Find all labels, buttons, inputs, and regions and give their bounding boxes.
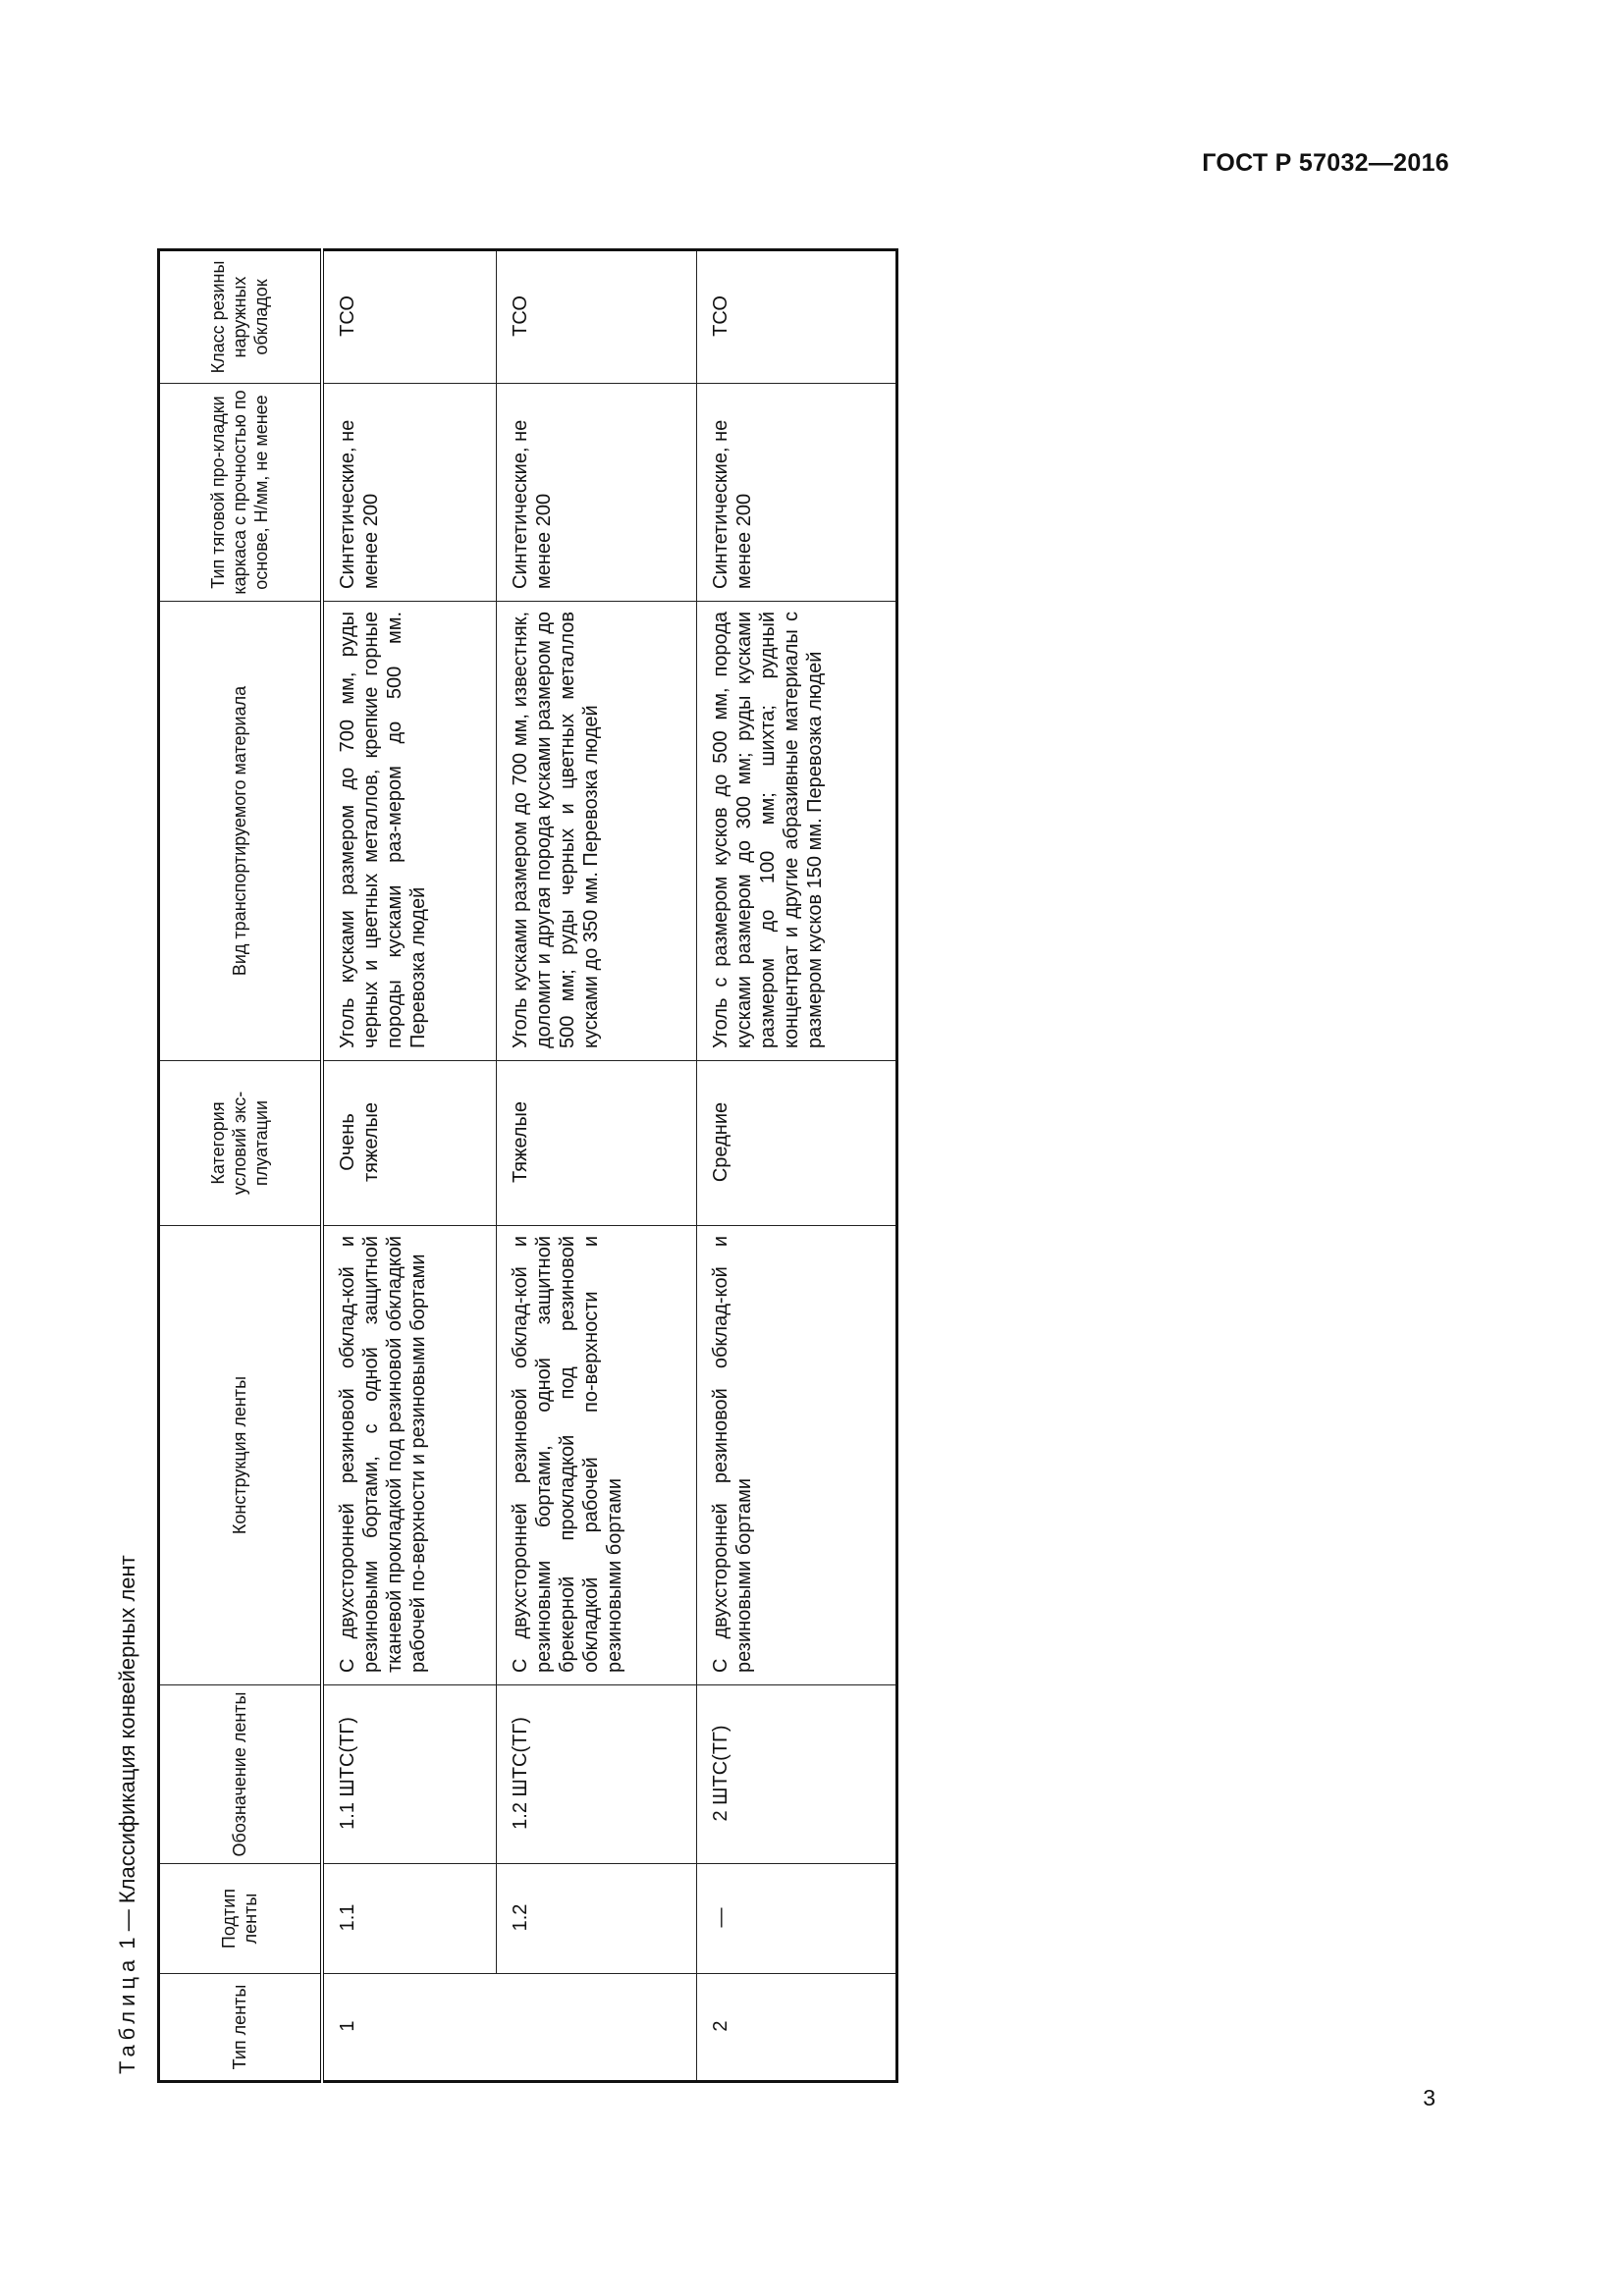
header-transported-material: Вид транспортируемого материала bbox=[159, 602, 322, 1061]
table-row bbox=[497, 250, 697, 2082]
rotated-table-block bbox=[106, 247, 892, 2083]
cell-belt-construction: С двухсторонней резиновой обклад-кой и резиновыми бортами bbox=[697, 1226, 897, 1685]
table-caption bbox=[106, 1555, 149, 2074]
cell-rubber-class: ТСО bbox=[322, 250, 497, 384]
cell-transported-material: Уголь кусками размером до 700 мм, известняк, доломит и другая порода кусками размером до 500 мм; руды черных и цветных металлов кусками до 350 мм. Перевозка людей bbox=[497, 602, 697, 1061]
cell-carcass-type: Синтетические, не менее 200 bbox=[322, 384, 497, 602]
header-belt-subtype: Подтип ленты bbox=[159, 1864, 322, 1974]
cell-belt-construction: С двухсторонней резиновой обклад-кой и резиновыми бортами, с одной защитной тканевой прокладкой под резиновой обкладкой рабочей по-верхности и резиновыми бортами bbox=[322, 1226, 497, 1685]
page-number: 3 bbox=[1423, 2085, 1435, 2110]
cell-rubber-class: ТСО bbox=[697, 250, 897, 384]
table-caption-prefix: Таблица bbox=[115, 1954, 139, 2074]
cell-belt-subtype: — bbox=[697, 1864, 897, 1974]
cell-operating-category: Тяжелые bbox=[497, 1061, 697, 1226]
cell-belt-construction: С двухсторонней резиновой обклад-кой и резиновыми бортами, одной защитной брекерной прокладкой под резиновой обкладкой рабочей по-верхности и резиновыми бортами bbox=[497, 1226, 697, 1685]
table-row bbox=[697, 250, 897, 2082]
header-belt-construction: Конструкция ленты bbox=[159, 1226, 322, 1685]
cell-carcass-type: Синтетические, не менее 200 bbox=[497, 384, 697, 602]
cell-belt-designation: 1.1 ШТС(ТГ) bbox=[322, 1685, 497, 1864]
table-header-row bbox=[159, 250, 322, 2082]
cell-belt-type: 1 bbox=[322, 1974, 497, 2082]
cell-operating-category: Очень тяжелые bbox=[322, 1061, 497, 1226]
table-row bbox=[322, 250, 497, 2082]
header-operating-category: Категория условий экс-плуатации bbox=[159, 1061, 322, 1226]
classification-table bbox=[157, 248, 898, 2083]
cell-belt-designation: 1.2 ШТС(ТГ) bbox=[497, 1685, 697, 1864]
cell-belt-designation: 2 ШТС(ТГ) bbox=[697, 1685, 897, 1864]
header-carcass-type: Тип тяговой про-кладки каркаса с прочностью по основе, Н/мм, не менее bbox=[159, 384, 322, 602]
standard-code: ГОСТ Р 57032—2016 bbox=[1202, 149, 1449, 177]
cell-operating-category: Средние bbox=[697, 1061, 897, 1226]
cell-belt-subtype: 1.2 bbox=[497, 1864, 697, 1974]
header-belt-designation: Обозначение ленты bbox=[159, 1685, 322, 1864]
cell-transported-material: Уголь кусками размером до 700 мм, руды черных и цветных металлов, крепкие горные породы кусками раз-мером до 500 мм. Перевозка людей bbox=[322, 602, 497, 1061]
header-belt-type: Тип ленты bbox=[159, 1974, 322, 2082]
header-rubber-class: Класс резины наружных обкладок bbox=[159, 250, 322, 384]
cell-belt-type bbox=[497, 1974, 697, 2082]
cell-belt-subtype: 1.1 bbox=[322, 1864, 497, 1974]
cell-belt-type: 2 bbox=[697, 1974, 897, 2082]
table-caption-title: 1 — Классификация конвейерных лент bbox=[115, 1555, 139, 1949]
cell-carcass-type: Синтетические, не менее 200 bbox=[697, 384, 897, 602]
cell-transported-material: Уголь с размером кусков до 500 мм, порода кусками размером до 300 мм; руды кусками размером до 100 мм; шихта; рудный концентрат и другие абразивные материалы с размером кусков 150 мм. Перевозка людей bbox=[697, 602, 897, 1061]
cell-rubber-class: ТСО bbox=[497, 250, 697, 384]
